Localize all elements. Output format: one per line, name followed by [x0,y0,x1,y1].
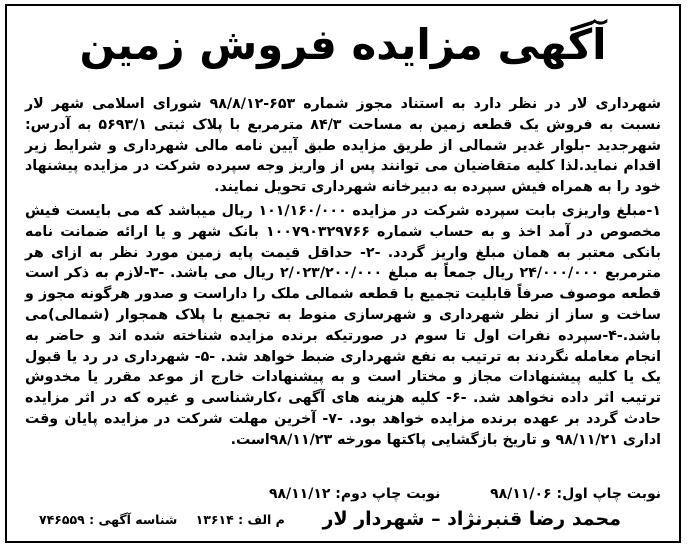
signer-name: محمد رضا قنبرنژاد – شهردار لار [322,508,621,530]
notice-title: آگهی مزایده فروش زمین [79,20,607,69]
signature-row [25,506,661,532]
intro-paragraph: شهرداری لار در نظر دارد به استناد مجوز شماره ۶۵۳-۹۸/۸/۱۲ شورای اسلامی شهر لار نسبت به فروش یک قطعه زمین به مساحت ۸۴/۳ مترمربع با پلاک ثبتی ۵۶۹۳/۱ به آدرس: شهرجدید -بلوار غدیر شمالی از طریق مزایده طبق آیین نامه مالی شهرداری و شرایط زیر اقدام نماید.لذا کلیه متقاضیان می توانند پس از واریز وجه سپرده شرکت در مزایده پیشنهاد خود را به همراه فیش سپرده به دبیرخانه شهرداری تحویل نمایند. [25,96,661,196]
notice-body [25,94,661,451]
ad-id: شناسه آگهی : ۷۴۶۵۵۹ [39,512,178,527]
second-publication: نوبت چاپ دوم: ۹۸/۱۱/۱۲ [268,486,441,502]
publication-info [25,484,661,504]
ad-meta [25,510,285,530]
conditions-paragraph: ۱-مبلغ واریزی بابت سپرده شرکت در مزایده ۱۰۱/۱۶۰/۰۰۰ ریال میباشد که می بایست فیش مخصوص در آمد اخذ و به حساب شماره ۱۰۰۷۹۰۳۲۹۷۶۶ بانک شهر و یا ارائه ضمانت نامه بانکی معتبر به همان مبلغ واریز گردد. -۲- حداقل قیمت پایه زمین مورد نظر به ازای هر مترمربع ۲۴/۰۰۰/۰۰۰ ریال جمعاً به مبلغ ۲/۰۲۳/۲۰۰/۰۰۰ ریال می باشد. -۳-لازم به ذکر است قطعه موصوف صرفاً قابلیت تجمیع با قطعه شمالی ملک را داراست و صدور هرگونه مجوز و ساخت و ساز از نظر شهرداری و شهرسازی منوط به تجمیع با پلاک همجوار (شمالی)می باشد.-۴-سپرده نفرات اول تا سوم در صورتیکه برنده مزایده شناخته شده اند و حاضر به انجام معامله نگردند به ترتیب به نفع شهرداری ضبط خواهد شد. -۵- شهرداری در رد یا قبول یک یا کلیه پیشنهادات مجاز و مختار است و به پیشنهادات خارج از موعد مقرر یا مخدوش ترتیب اثر داده نخواهد شد. -۶- کلیه هزینه های آگهی ،کارشناسی و غیره که در اثر مزایده حادث گردد بر عهده برنده مزایده خواهد بود. -۷- آخرین مهلت شرکت در مزایده پایان وقت اداری ۹۸/۱۱/۲۱ و تاریخ بازگشایی پاکتها مورخه ۹۸/۱۱/۲۳است. [25,202,662,448]
notice-frame [5,4,681,543]
first-publication: نوبت چاپ اول: ۹۸/۱۱/۰۶ [490,486,661,502]
reference-code: م الف : ۱۳۶۱۴ [195,512,285,527]
